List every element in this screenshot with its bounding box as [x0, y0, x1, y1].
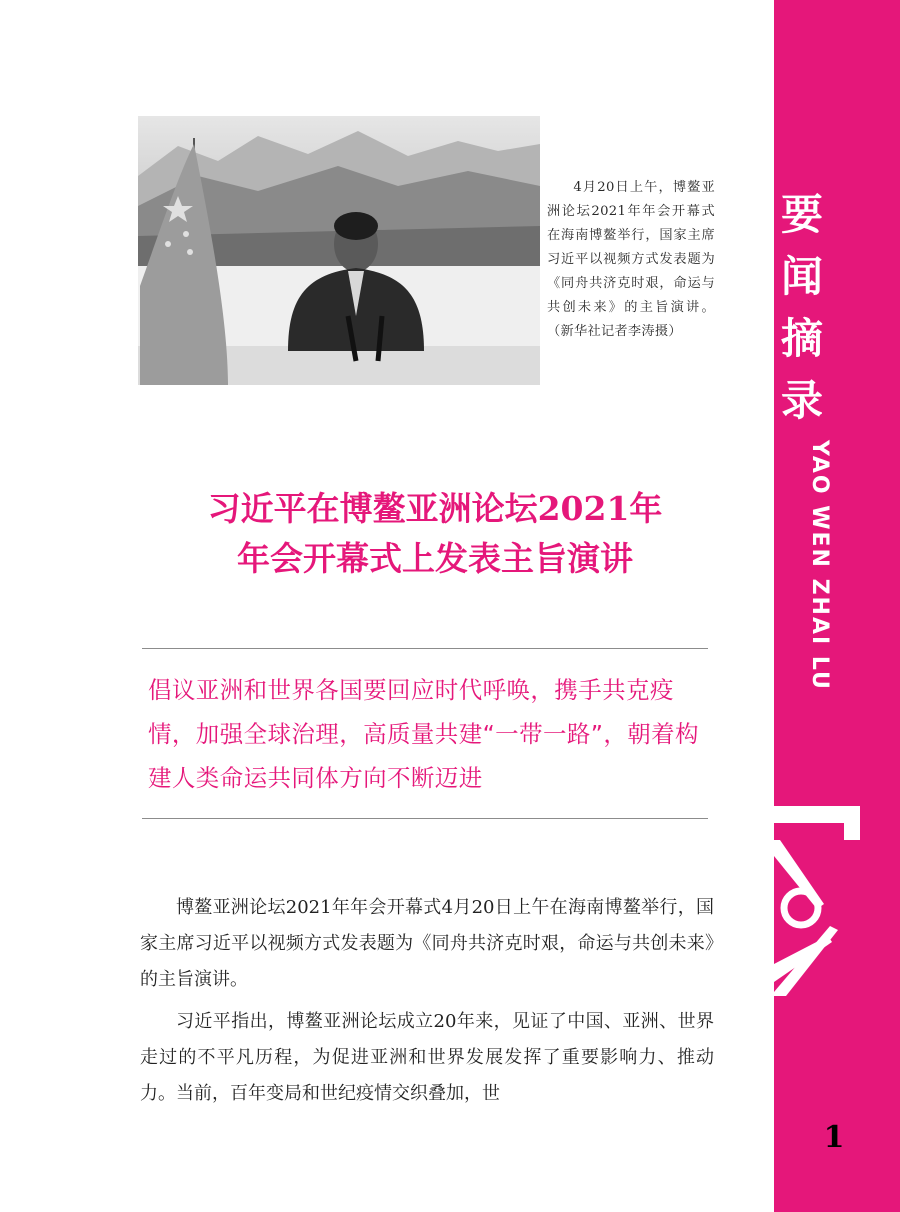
title-line-2: 年会开幕式上发表主旨演讲	[237, 539, 633, 578]
article-subtitle: 倡议亚洲和世界各国要回应时代呼唤，携手共克疫情，加强全球治理，高质量共建“一带一路”，朝着构建人类命运共同体方向不断迈进	[148, 676, 699, 792]
paragraph: 习近平指出，博鳌亚洲论坛成立20年来，见证了中国、亚洲、世界走过的不平凡历程，为促进亚洲和世界发展发挥了重要影响力、推动力。当前，百年变局和世纪疫情交织叠加，世	[140, 1011, 714, 1104]
section-title-en: YAO WEN ZHAI LU	[807, 440, 832, 691]
divider-bottom	[142, 818, 708, 819]
section-char: 摘	[780, 314, 823, 363]
news-photo	[138, 116, 540, 385]
article-body	[140, 890, 714, 1118]
paragraph: 博鳌亚洲论坛2021年年会开幕式4月20日上午在海南博鳌举行，国家主席习近平以视频方式发表题为《同舟共济克时艰，命运与共创未来》的主旨演讲。	[140, 897, 714, 990]
section-title-en-wrap	[804, 440, 834, 700]
photo-caption: 4月20日上午，博鳌亚洲论坛2021年年会开幕式在海南博鳌举行，国家主席习近平以视频方式发表题为《同舟共济克时艰，命运与共创未来》的主旨演讲。（新华社记者李涛摄）	[547, 180, 715, 339]
section-char: 闻	[780, 252, 823, 301]
divider-top	[142, 648, 708, 649]
section-title-cn	[774, 184, 830, 432]
article-title	[140, 484, 730, 584]
photo-illustration	[138, 116, 540, 385]
pen-nib-icon	[774, 796, 900, 996]
title-line-1: 习近平在博鳌亚洲论坛2021年	[207, 489, 663, 528]
section-char: 要	[780, 190, 823, 239]
section-sidebar	[774, 0, 900, 1212]
page-number: 1	[823, 1120, 845, 1155]
section-char: 录	[780, 376, 823, 425]
